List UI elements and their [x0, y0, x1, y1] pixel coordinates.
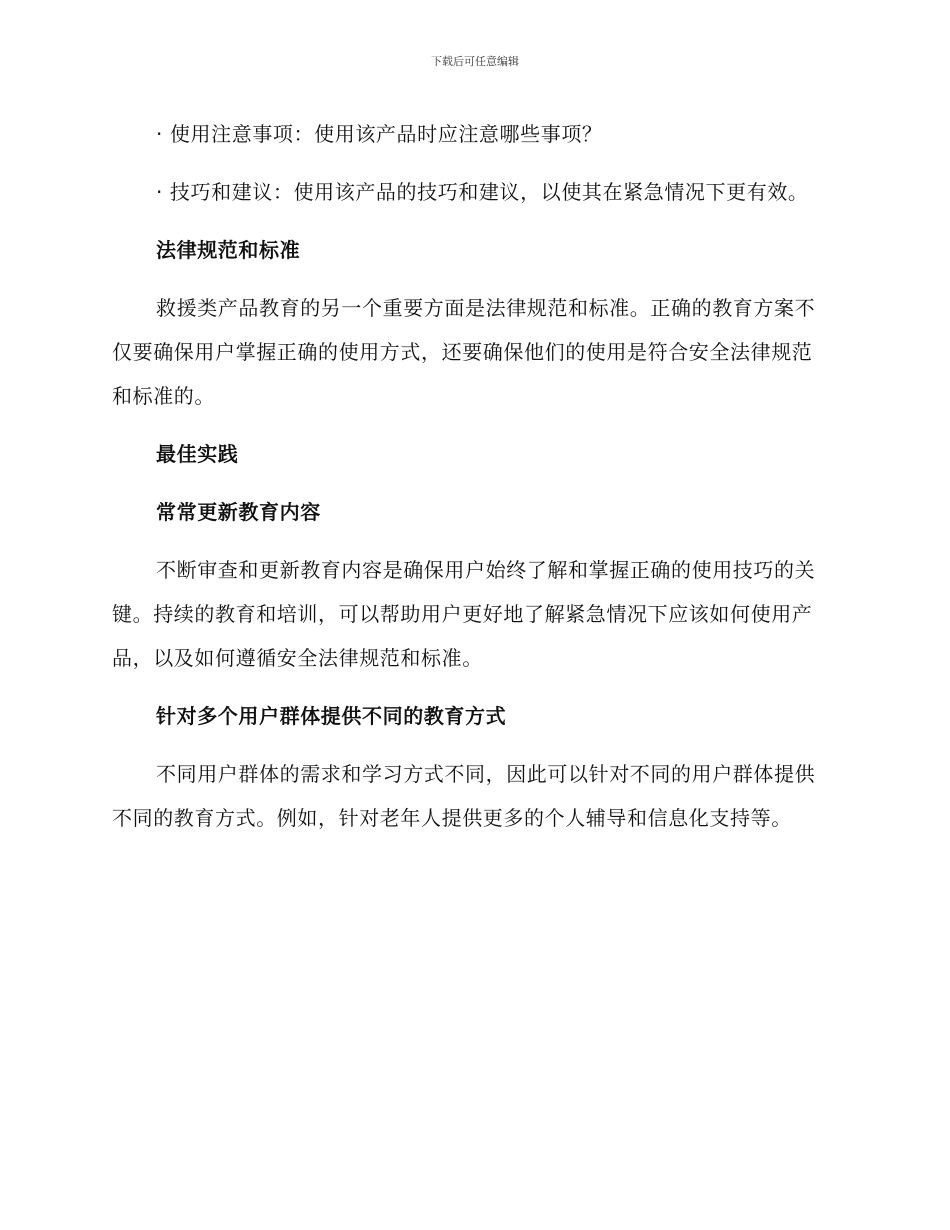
subheading-update-content: 常常更新教育内容	[156, 500, 321, 524]
page-header: 下载后可任意编辑	[431, 55, 519, 68]
paragraph-update-content: 不断审查和更新教育内容是确保用户始终了解和掌握正确的使用技巧的关键。持续的教育和培训，可以帮助用户更好地了解紧急情况下应该如何使用产品，以及如何遵循安全法律规范和标准。	[112, 558, 816, 670]
section-heading-best-practice: 最佳实践	[156, 442, 239, 466]
bullet-tips: · 技巧和建议：使用该产品的技巧和建议，以使其在紧急情况下更有效。	[156, 180, 809, 204]
section-heading-legal: 法律规范和标准	[156, 238, 301, 262]
bullet-usage-notes: · 使用注意事项：使用该产品时应注意哪些事项？	[156, 122, 603, 146]
subheading-user-groups: 针对多个用户群体提供不同的教育方式	[156, 704, 507, 728]
paragraph-legal: 救援类产品教育的另一个重要方面是法律规范和标准。正确的教育方案不仅要确保用户掌握正确的使用方式，还要确保他们的使用是符合安全法律规范和标准的。	[112, 296, 816, 408]
paragraph-user-groups: 不同用户群体的需求和学习方式不同，因此可以针对不同的用户群体提供不同的教育方式。例如，针对老年人提供更多的个人辅导和信息化支持等。	[112, 762, 816, 830]
document-body	[112, 112, 830, 854]
